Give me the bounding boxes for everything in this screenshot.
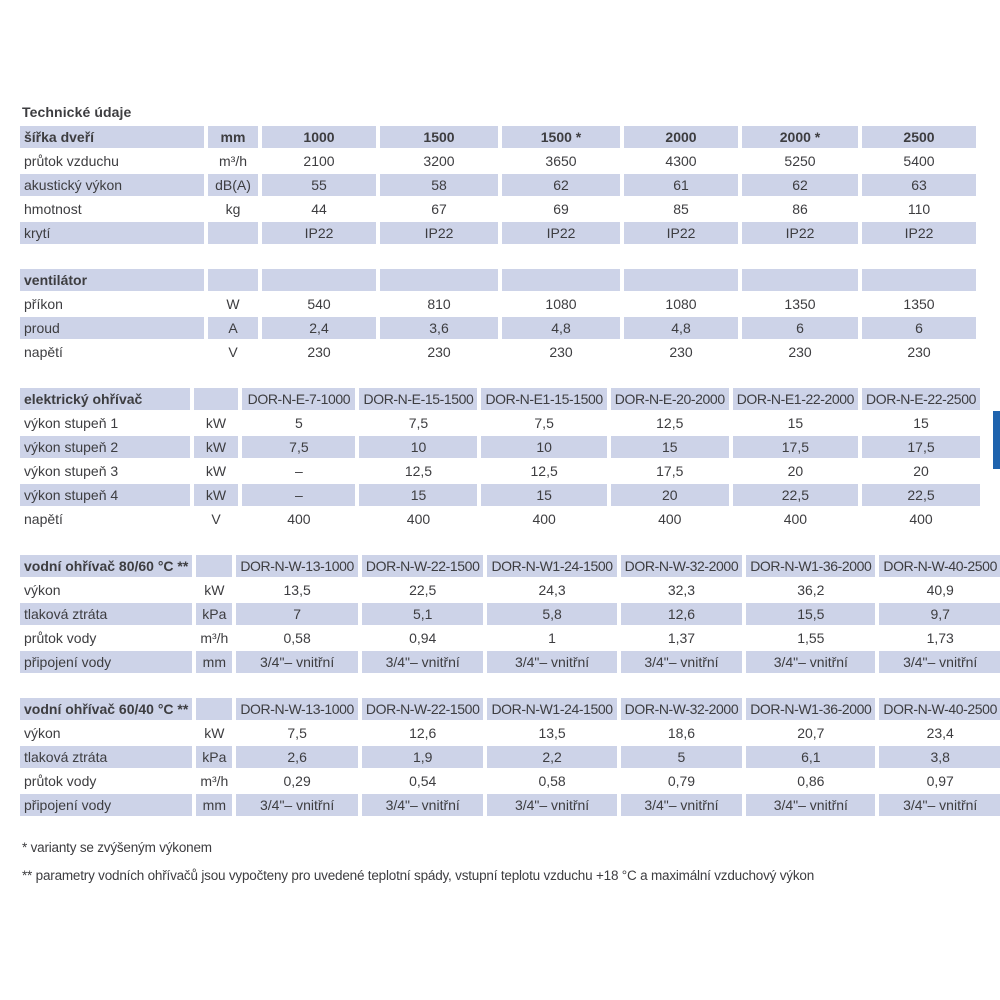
row-label-prutok-vody: průtok vody: [20, 627, 192, 649]
unit-cell: mm: [196, 794, 232, 816]
value-cell: 0,29: [236, 770, 358, 792]
value-cell: 5,8: [487, 603, 616, 625]
value-cell: 7: [236, 603, 358, 625]
value-cell: 2,4: [262, 317, 376, 339]
value-cell: 20: [862, 460, 980, 482]
table-row: [20, 484, 980, 506]
table-row: [20, 627, 1000, 649]
column-header-cell: [862, 269, 976, 291]
unit-cell: kg: [208, 198, 258, 220]
value-cell: 6,1: [746, 746, 875, 768]
value-cell: 13,5: [487, 722, 616, 744]
value-cell: 1080: [624, 293, 738, 315]
value-cell: 7,5: [359, 412, 477, 434]
value-cell: 10: [359, 436, 477, 458]
column-header-cell: [624, 269, 738, 291]
value-cell: 15: [359, 484, 477, 506]
value-cell: 7,5: [481, 412, 606, 434]
row-label-proud: proud: [20, 317, 204, 339]
model-name-cell: DOR-N-E1-22-2000: [733, 388, 858, 410]
unit-cell: m³/h: [208, 150, 258, 172]
value-cell: 15: [862, 412, 980, 434]
row-label-prutok-vzduchu: průtok vzduchu: [20, 150, 204, 172]
value-cell: 22,5: [733, 484, 858, 506]
value-cell: IP22: [262, 222, 376, 244]
unit-cell: W: [208, 293, 258, 315]
value-cell: 230: [262, 341, 376, 363]
table-row: [20, 651, 1000, 673]
value-cell: 69: [502, 198, 620, 220]
value-cell: 40,9: [879, 579, 1000, 601]
value-cell: 7,5: [236, 722, 358, 744]
model-name-cell: DOR-N-W-40-2500: [879, 698, 1000, 720]
unit-cell: m³/h: [196, 627, 232, 649]
footnote-increased-power: * varianty se zvýšeným výkonem: [22, 840, 212, 855]
column-header-cell: 2500: [862, 126, 976, 148]
model-name-cell: DOR-N-W1-24-1500: [487, 555, 616, 577]
table-row: [20, 222, 976, 244]
value-cell: 12,5: [611, 412, 729, 434]
model-name-cell: DOR-N-W1-36-2000: [746, 555, 875, 577]
value-cell: 62: [502, 174, 620, 196]
page-title: Technické údaje: [22, 104, 132, 120]
value-cell: 5,1: [362, 603, 484, 625]
value-cell: 0,86: [746, 770, 875, 792]
row-label-vykon-stupen-4: výkon stupeň 4: [20, 484, 190, 506]
value-cell: 2,2: [487, 746, 616, 768]
value-cell: 22,5: [862, 484, 980, 506]
value-cell: 5: [242, 412, 355, 434]
value-cell: 15: [733, 412, 858, 434]
row-label-tlakova-ztrata: tlaková ztráta: [20, 603, 192, 625]
column-header-cell: [742, 269, 858, 291]
unit-cell: V: [208, 341, 258, 363]
value-cell: 5: [621, 746, 743, 768]
value-cell: 400: [481, 508, 606, 530]
row-label-pripojeni-vody: připojení vody: [20, 794, 192, 816]
model-name-cell: DOR-N-W-22-1500: [362, 698, 484, 720]
model-name-cell: DOR-N-W1-36-2000: [746, 698, 875, 720]
value-cell: 230: [502, 341, 620, 363]
section-header-row: [20, 555, 1000, 577]
unit-cell: kW: [194, 412, 239, 434]
unit-cell: [196, 555, 232, 577]
value-cell: 55: [262, 174, 376, 196]
section-title: ventilátor: [20, 269, 204, 291]
value-cell: 17,5: [611, 460, 729, 482]
value-cell: 400: [862, 508, 980, 530]
unit-cell: V: [194, 508, 239, 530]
value-cell: 0,97: [879, 770, 1000, 792]
model-name-cell: DOR-N-W-40-2500: [879, 555, 1000, 577]
value-cell: 17,5: [862, 436, 980, 458]
value-cell: 3,8: [879, 746, 1000, 768]
unit-cell: kW: [196, 722, 232, 744]
value-cell: 1,9: [362, 746, 484, 768]
section-header-row: [20, 269, 976, 291]
value-cell: 0,94: [362, 627, 484, 649]
table-row: [20, 770, 1000, 792]
unit-cell: kW: [194, 436, 239, 458]
value-cell: 23,4: [879, 722, 1000, 744]
table-row: [20, 150, 976, 172]
unit-cell: A: [208, 317, 258, 339]
value-cell: 7,5: [242, 436, 355, 458]
value-cell: 0,54: [362, 770, 484, 792]
row-label-vykon-stupen-1: výkon stupeň 1: [20, 412, 190, 434]
value-cell: 1350: [742, 293, 858, 315]
spec-table-vodni-ohrivac-60-40-c: [16, 696, 1000, 818]
model-name-cell: DOR-N-W1-24-1500: [487, 698, 616, 720]
model-name-cell: DOR-N-E1-15-1500: [481, 388, 606, 410]
value-cell: 3,6: [380, 317, 498, 339]
row-label-vykon-stupen-2: výkon stupeň 2: [20, 436, 190, 458]
value-cell: 230: [380, 341, 498, 363]
spec-table-sirka-dveri: [16, 124, 980, 246]
value-cell: 6: [742, 317, 858, 339]
value-cell: 3650: [502, 150, 620, 172]
column-header-cell: 1500: [380, 126, 498, 148]
table-row: [20, 198, 976, 220]
row-label-vykon: výkon: [20, 722, 192, 744]
row-label-vykon: výkon: [20, 579, 192, 601]
value-cell: 13,5: [236, 579, 358, 601]
value-cell: 400: [359, 508, 477, 530]
value-cell: 18,6: [621, 722, 743, 744]
value-cell: 0,58: [236, 627, 358, 649]
table-row: [20, 436, 980, 458]
row-label-napeti: napětí: [20, 341, 204, 363]
value-cell: 17,5: [733, 436, 858, 458]
model-name-cell: DOR-N-E-7-1000: [242, 388, 355, 410]
value-cell: 10: [481, 436, 606, 458]
value-cell: 4300: [624, 150, 738, 172]
value-cell: 3/4"– vnitřní: [621, 794, 743, 816]
value-cell: 12,6: [362, 722, 484, 744]
table-row: [20, 508, 980, 530]
table-row: [20, 722, 1000, 744]
unit-cell: dB(A): [208, 174, 258, 196]
technical-data-content: [16, 104, 997, 896]
value-cell: 0,58: [487, 770, 616, 792]
section-header-row: [20, 698, 1000, 720]
row-label-prikon: příkon: [20, 293, 204, 315]
unit-cell: mm: [196, 651, 232, 673]
value-cell: 67: [380, 198, 498, 220]
value-cell: 0,79: [621, 770, 743, 792]
table-row: [20, 174, 976, 196]
value-cell: 3/4"– vnitřní: [236, 794, 358, 816]
value-cell: –: [242, 460, 355, 482]
table-row: [20, 317, 976, 339]
spec-table-vodni-ohrivac-80-60-c: [16, 553, 1000, 675]
value-cell: 3/4"– vnitřní: [746, 651, 875, 673]
unit-cell: [196, 698, 232, 720]
value-cell: 44: [262, 198, 376, 220]
value-cell: 86: [742, 198, 858, 220]
model-name-cell: DOR-N-E-15-1500: [359, 388, 477, 410]
table-row: [20, 460, 980, 482]
value-cell: 12,5: [359, 460, 477, 482]
value-cell: 1350: [862, 293, 976, 315]
value-cell: 6: [862, 317, 976, 339]
value-cell: 400: [611, 508, 729, 530]
value-cell: 3/4"– vnitřní: [487, 651, 616, 673]
value-cell: 24,3: [487, 579, 616, 601]
column-header-cell: 1500 *: [502, 126, 620, 148]
value-cell: 3200: [380, 150, 498, 172]
section-title: vodní ohřívač 80/60 °C **: [20, 555, 192, 577]
column-header-cell: [502, 269, 620, 291]
value-cell: 1,55: [746, 627, 875, 649]
value-cell: 3/4"– vnitřní: [879, 794, 1000, 816]
table-row: [20, 579, 1000, 601]
value-cell: 1,37: [621, 627, 743, 649]
section-title: vodní ohřívač 60/40 °C **: [20, 698, 192, 720]
value-cell: 1080: [502, 293, 620, 315]
value-cell: 2100: [262, 150, 376, 172]
model-name-cell: DOR-N-W-13-1000: [236, 555, 358, 577]
value-cell: 5400: [862, 150, 976, 172]
column-header-cell: [262, 269, 376, 291]
unit-cell: mm: [208, 126, 258, 148]
value-cell: 36,2: [746, 579, 875, 601]
value-cell: 20,7: [746, 722, 875, 744]
unit-cell: kW: [196, 579, 232, 601]
unit-cell: kPa: [196, 603, 232, 625]
row-label-kryti: krytí: [20, 222, 204, 244]
value-cell: 2,6: [236, 746, 358, 768]
value-cell: 32,3: [621, 579, 743, 601]
value-cell: 61: [624, 174, 738, 196]
unit-cell: [194, 388, 239, 410]
section-header-row: [20, 126, 976, 148]
value-cell: 15,5: [746, 603, 875, 625]
value-cell: 5250: [742, 150, 858, 172]
value-cell: 3/4"– vnitřní: [362, 794, 484, 816]
section-header-row: [20, 388, 980, 410]
value-cell: IP22: [742, 222, 858, 244]
row-label-tlakova-ztrata: tlaková ztráta: [20, 746, 192, 768]
row-label-vykon-stupen-3: výkon stupeň 3: [20, 460, 190, 482]
spec-table-ventilator: [16, 267, 980, 365]
value-cell: IP22: [624, 222, 738, 244]
section-title: elektrický ohřívač: [20, 388, 190, 410]
value-cell: 3/4"– vnitřní: [362, 651, 484, 673]
spec-tables: [16, 124, 997, 818]
table-row: [20, 293, 976, 315]
unit-cell: [208, 269, 258, 291]
value-cell: 3/4"– vnitřní: [487, 794, 616, 816]
column-header-cell: 1000: [262, 126, 376, 148]
value-cell: 3/4"– vnitřní: [746, 794, 875, 816]
value-cell: –: [242, 484, 355, 506]
value-cell: 12,5: [481, 460, 606, 482]
row-label-pripojeni-vody: připojení vody: [20, 651, 192, 673]
unit-cell: kPa: [196, 746, 232, 768]
table-row: [20, 341, 976, 363]
value-cell: 400: [242, 508, 355, 530]
table-row: [20, 412, 980, 434]
value-cell: IP22: [502, 222, 620, 244]
value-cell: 230: [624, 341, 738, 363]
column-header-cell: 2000: [624, 126, 738, 148]
value-cell: 58: [380, 174, 498, 196]
table-row: [20, 746, 1000, 768]
value-cell: 15: [481, 484, 606, 506]
unit-cell: [208, 222, 258, 244]
row-label-prutok-vody: průtok vody: [20, 770, 192, 792]
value-cell: 15: [611, 436, 729, 458]
value-cell: 110: [862, 198, 976, 220]
model-name-cell: DOR-N-E-22-2500: [862, 388, 980, 410]
unit-cell: m³/h: [196, 770, 232, 792]
model-name-cell: DOR-N-E-20-2000: [611, 388, 729, 410]
footnote-water-heater-params: ** parametry vodních ohřívačů jsou vypočteny pro uvedené teplotní spády, vstupní teplotu vzduchu +18 °C a maximální vzduchový výkon: [22, 868, 815, 883]
value-cell: 400: [733, 508, 858, 530]
model-name-cell: DOR-N-W-22-1500: [362, 555, 484, 577]
value-cell: 540: [262, 293, 376, 315]
value-cell: IP22: [380, 222, 498, 244]
value-cell: 9,7: [879, 603, 1000, 625]
value-cell: 12,6: [621, 603, 743, 625]
row-label-akusticky-vykon: akustický výkon: [20, 174, 204, 196]
value-cell: 1,73: [879, 627, 1000, 649]
value-cell: 810: [380, 293, 498, 315]
model-name-cell: DOR-N-W-32-2000: [621, 698, 743, 720]
column-header-cell: 2000 *: [742, 126, 858, 148]
row-label-napeti: napětí: [20, 508, 190, 530]
value-cell: 230: [862, 341, 976, 363]
model-name-cell: DOR-N-W-32-2000: [621, 555, 743, 577]
value-cell: 4,8: [502, 317, 620, 339]
value-cell: 85: [624, 198, 738, 220]
table-row: [20, 603, 1000, 625]
model-name-cell: DOR-N-W-13-1000: [236, 698, 358, 720]
page-edge-accent-bar: [993, 411, 1000, 469]
value-cell: 230: [742, 341, 858, 363]
value-cell: 20: [733, 460, 858, 482]
value-cell: 3/4"– vnitřní: [236, 651, 358, 673]
value-cell: 22,5: [362, 579, 484, 601]
row-label-hmotnost: hmotnost: [20, 198, 204, 220]
value-cell: 4,8: [624, 317, 738, 339]
value-cell: 20: [611, 484, 729, 506]
section-title: šířka dveří: [20, 126, 204, 148]
column-header-cell: [380, 269, 498, 291]
value-cell: 3/4"– vnitřní: [621, 651, 743, 673]
unit-cell: kW: [194, 460, 239, 482]
value-cell: 62: [742, 174, 858, 196]
footnotes: [22, 840, 984, 883]
unit-cell: kW: [194, 484, 239, 506]
value-cell: IP22: [862, 222, 976, 244]
table-row: [20, 794, 1000, 816]
value-cell: 3/4"– vnitřní: [879, 651, 1000, 673]
spec-table-elektricky-ohrivac: [16, 386, 984, 532]
value-cell: 63: [862, 174, 976, 196]
value-cell: 1: [487, 627, 616, 649]
